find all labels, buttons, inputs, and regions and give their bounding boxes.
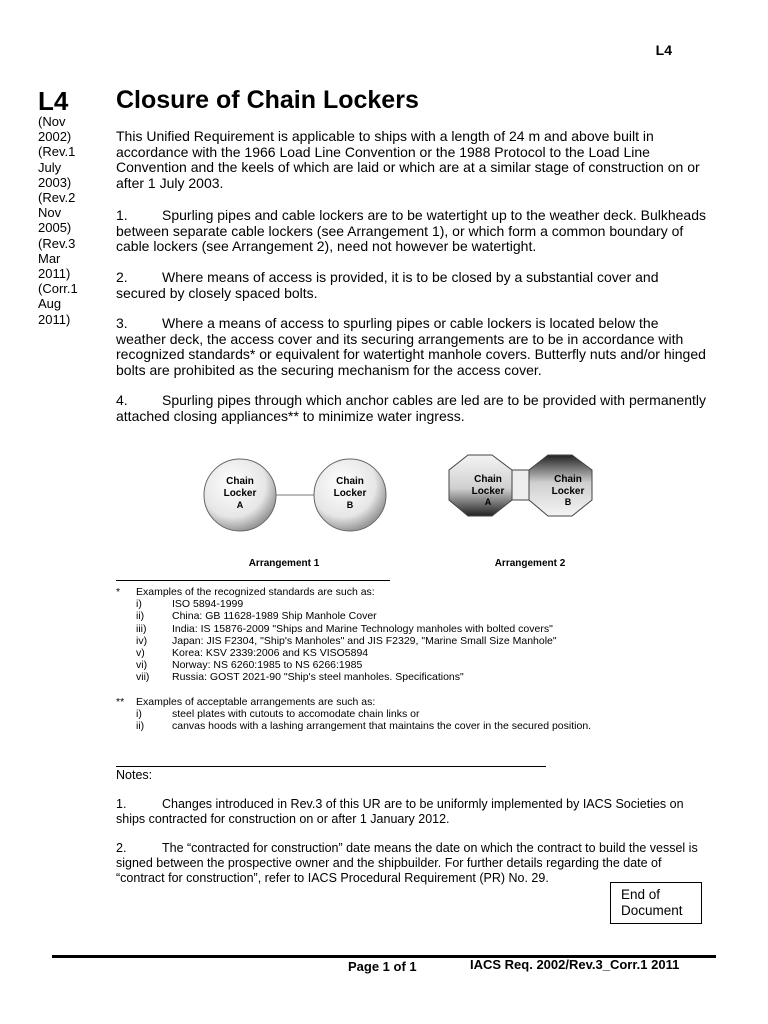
revision-line: (Rev.3 <box>38 235 76 251</box>
paragraph-2 <box>116 270 706 301</box>
note-number: 1. <box>116 797 127 811</box>
item-text: steel plates with cutouts to accomodate chain links or <box>172 707 420 720</box>
footnote-item <box>116 610 716 622</box>
item-text: Korea: KSV 2339:2006 and KS VISO5894 <box>172 647 369 660</box>
footnote-item <box>116 659 716 671</box>
item-number: ii) <box>136 720 145 733</box>
paragraph-text: Spurling pipes and cable lockers are to be watertight up to the weather deck. Bulkheads between separate cable lockers (see Arrangement 1), or which form a common boundary of cable lockers (see Arrangement 2), need not however be watertight. <box>116 207 706 254</box>
arrangement-1-caption: Arrangement 1 <box>248 558 320 569</box>
item-number: iii) <box>136 622 147 635</box>
footnote-item <box>116 635 716 647</box>
locker-a-label-line: Chain <box>226 476 254 487</box>
item-number: i) <box>136 598 142 611</box>
locker-a-label-line: A <box>236 500 244 510</box>
revision-line: Mar <box>38 250 61 266</box>
paragraph-3 <box>116 316 706 378</box>
arrangement-1 <box>204 459 386 569</box>
item-text: China: GB 11628-1989 Ship Manhole Cover <box>172 610 377 623</box>
revision-history <box>38 114 108 327</box>
revision-line: 2011) <box>38 311 71 327</box>
footnote-intro: Examples of the recognized standards are such as: <box>136 586 375 598</box>
end-box-line: Document <box>621 903 683 918</box>
note-text: The “contracted for construction” date means the date on which the contract to build the vessel is signed between the prospective owner and the shipbuilder. For further details regarding the date of “contract for construction”, refer to IACS Procedural Requirement (PR) No. 29. <box>116 841 698 885</box>
chain-locker-diagram <box>190 448 620 576</box>
footnote-intro: Examples of acceptable arrangements are such as: <box>136 695 376 708</box>
locker-b-label-line: Locker <box>333 488 367 499</box>
revision-line: 2002) <box>38 129 72 145</box>
revision-line: 2011) <box>38 266 71 282</box>
item-number: vi) <box>136 659 148 672</box>
locker-b-label-line: Chain <box>554 474 582 485</box>
footnote-item <box>116 623 716 635</box>
footnote-mark: * <box>116 586 121 598</box>
revision-line: (Corr.1 <box>38 281 78 297</box>
standards-footnote <box>116 586 716 598</box>
item-number: ii) <box>136 610 145 623</box>
locker-a-label-line: Chain <box>474 474 502 485</box>
paragraph-number: 1. <box>116 207 128 223</box>
locker-a-label-line: Locker <box>471 486 505 497</box>
paragraph-4 <box>116 393 706 424</box>
item-number: vii) <box>136 671 150 684</box>
revision-line: July <box>38 159 62 175</box>
revision-line: (Rev.2 <box>38 190 76 206</box>
revision-line: (Nov <box>38 114 66 129</box>
footnote-item <box>116 598 716 610</box>
item-text: canvas hoods with a lashing arrangement that maintains the cover in the secured position. <box>172 720 592 733</box>
locker-b-label-line: B <box>346 500 354 510</box>
arrangement-2-caption: Arrangement 2 <box>494 558 566 569</box>
footnote-mark: ** <box>116 695 125 708</box>
item-number: i) <box>136 707 142 720</box>
footnote-item <box>116 671 716 683</box>
revision-line: 2005) <box>38 220 72 236</box>
paragraph-number: 2. <box>116 269 128 285</box>
end-box-line: End of <box>621 887 661 902</box>
locker-b-label-line: Chain <box>336 476 364 487</box>
paragraph-text: Where means of access is provided, it is to be closed by a substantial cover and secured by closely spaced bolts. <box>116 269 659 301</box>
locker-a-label-line: A <box>484 497 492 507</box>
paragraph-number: 3. <box>116 315 128 331</box>
header-code: L4 <box>655 42 672 58</box>
intro-paragraph: This Unified Requirement is applicable to ships with a length of 24 m and above built in accordance with the 1966 Load Line Convention or the 1988 Protocol to the Load Line Convention and the keels of which are laid or which are at a similar stage of construction on or after 1 July 2003. <box>116 128 700 191</box>
note-2 <box>116 841 710 886</box>
footnote-item <box>116 708 716 720</box>
paragraph-1 <box>116 208 706 255</box>
locker-a-label-line: Locker <box>223 488 257 499</box>
revision-line: (Rev.1 <box>38 144 76 160</box>
common-boundary <box>512 470 529 500</box>
sidebar-code: L4 <box>38 86 69 116</box>
notes-heading: Notes: <box>116 768 153 782</box>
notes-divider <box>116 766 546 767</box>
item-text: ISO 5894-1999 <box>172 598 244 611</box>
paragraph-text: Spurling pipes through which anchor cables are led are to be provided with permanently attached closing appliances** to minimize water ingress. <box>116 392 706 424</box>
footnote-item <box>116 647 716 659</box>
paragraph-text: Where a means of access to spurling pipes or cable lockers is located below the weather deck, the access cover and its securing arrangements are to be in accordance with recognized standards* or equivalent for watertight manhole covers. Butterfly nuts and/or hinged bolts are prohibited as the securing mechanism for the access cover. <box>116 315 706 378</box>
page-number: Page 1 of 1 <box>348 959 417 974</box>
footnotes <box>116 586 716 732</box>
notes-section <box>116 768 710 886</box>
note-1 <box>116 797 710 827</box>
item-number: iv) <box>136 634 148 647</box>
revision-line: Nov <box>38 205 62 221</box>
locker-b-label-line: Locker <box>551 486 585 497</box>
item-number: v) <box>136 647 145 660</box>
item-text: India: IS 15876-2009 "Ships and Marine Technology manholes with bolted covers" <box>172 622 553 635</box>
page-title: Closure of Chain Lockers <box>116 86 419 114</box>
requirement-reference: IACS Req. 2002/Rev.3_Corr.1 2011 <box>470 957 680 972</box>
footnote-item <box>116 720 716 732</box>
paragraph-number: 4. <box>116 392 128 408</box>
note-number: 2. <box>116 841 127 855</box>
note-text: Changes introduced in Rev.3 of this UR are to be uniformly implemented by IACS Societies on ships contracted for construction on or after 1 January 2012. <box>116 797 684 826</box>
arrangement-2 <box>449 455 592 569</box>
revision-line: Aug <box>38 296 62 312</box>
end-of-document-box <box>610 882 702 924</box>
arrangements-footnote <box>116 696 716 708</box>
item-text: Russia: GOST 2021-90 "Ship's steel manholes. Specifications" <box>172 671 464 684</box>
footnote-divider <box>116 580 390 581</box>
item-text: Norway: NS 6260:1985 to NS 6266:1985 <box>172 659 363 672</box>
revision-line: 2003) <box>38 174 72 190</box>
locker-b-label-line: B <box>564 497 572 507</box>
item-text: Japan: JIS F2304, "Ship's Manholes" and JIS F2329, "Marine Small Size Manhole" <box>172 634 557 647</box>
